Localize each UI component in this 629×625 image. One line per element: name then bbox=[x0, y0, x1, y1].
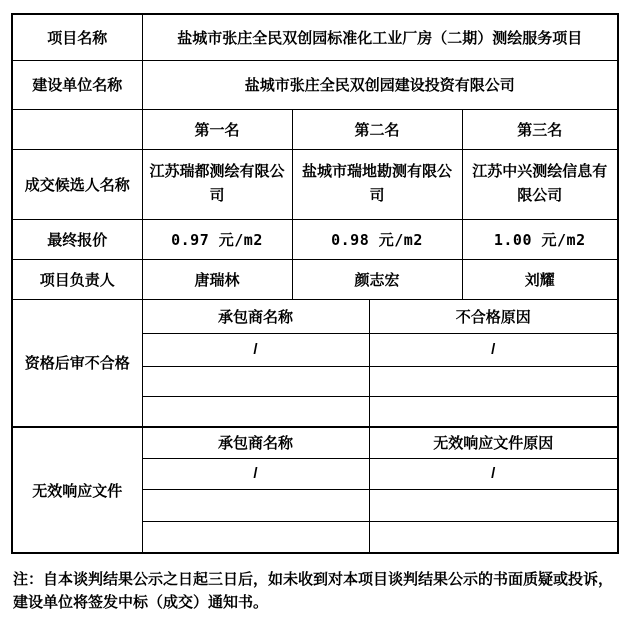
candidate-label: 成交候选人名称 bbox=[12, 149, 142, 219]
candidate-name-3: 江苏中兴测绘信息有限公司 bbox=[462, 149, 618, 219]
invalid-header-row bbox=[12, 427, 618, 458]
candidate-row bbox=[12, 149, 618, 219]
rank-header-empty-cell bbox=[12, 109, 142, 149]
rank-header-first: 第一名 bbox=[142, 109, 292, 149]
project-manager-3: 刘耀 bbox=[462, 259, 618, 299]
invalid-empty-cell bbox=[142, 489, 369, 521]
disqualified-contractor-header: 承包商名称 bbox=[142, 299, 369, 333]
project-name-label: 项目名称 bbox=[12, 14, 142, 60]
candidate-name-2: 盐城市瑞地勘测有限公司 bbox=[292, 149, 462, 219]
invalid-contractor-value: / bbox=[142, 458, 369, 489]
final-price-label: 最终报价 bbox=[12, 219, 142, 259]
disqualified-empty-cell bbox=[369, 366, 618, 396]
owner-label: 建设单位名称 bbox=[12, 60, 142, 109]
rank-header-second: 第二名 bbox=[292, 109, 462, 149]
rank-header-third: 第三名 bbox=[462, 109, 618, 149]
owner-row bbox=[12, 60, 618, 109]
disqualified-reason-value: / bbox=[369, 333, 618, 366]
invalid-empty-cell bbox=[369, 489, 618, 521]
project-manager-label: 项目负责人 bbox=[12, 259, 142, 299]
final-price-row bbox=[12, 219, 618, 259]
project-name-value: 盐城市张庄全民双创园标准化工业厂房（二期）测绘服务项目 bbox=[142, 14, 618, 60]
project-name-row bbox=[12, 14, 618, 60]
disqualified-contractor-value: / bbox=[142, 333, 369, 366]
project-manager-row bbox=[12, 259, 618, 299]
final-price-1: 0.97 元/m2 bbox=[142, 219, 292, 259]
disqualified-header-row bbox=[12, 299, 618, 333]
final-price-3: 1.00 元/m2 bbox=[462, 219, 618, 259]
invalid-section-label: 无效响应文件 bbox=[12, 427, 142, 553]
bid-result-table bbox=[11, 13, 619, 554]
disqualified-section-label: 资格后审不合格 bbox=[12, 299, 142, 427]
invalid-empty-cell bbox=[142, 521, 369, 553]
candidate-name-1: 江苏瑞都测绘有限公司 bbox=[142, 149, 292, 219]
disqualified-empty-cell bbox=[369, 396, 618, 427]
disqualified-empty-cell bbox=[142, 366, 369, 396]
invalid-reason-value: / bbox=[369, 458, 618, 489]
footer-note: 注：自本谈判结果公示之日起三日后，如未收到对本项目谈判结果公示的书面质疑或投诉，建设单位将签发中标（成交）通知书。 bbox=[13, 571, 614, 611]
project-manager-2: 颜志宏 bbox=[292, 259, 462, 299]
final-price-2: 0.98 元/m2 bbox=[292, 219, 462, 259]
invalid-contractor-header: 承包商名称 bbox=[142, 427, 369, 458]
invalid-empty-cell bbox=[369, 521, 618, 553]
owner-value: 盐城市张庄全民双创园建设投资有限公司 bbox=[142, 60, 618, 109]
project-manager-1: 唐瑞林 bbox=[142, 259, 292, 299]
disqualified-reason-header: 不合格原因 bbox=[369, 299, 618, 333]
disqualified-empty-cell bbox=[142, 396, 369, 427]
rank-header-row bbox=[12, 109, 618, 149]
invalid-reason-header: 无效响应文件原因 bbox=[369, 427, 618, 458]
